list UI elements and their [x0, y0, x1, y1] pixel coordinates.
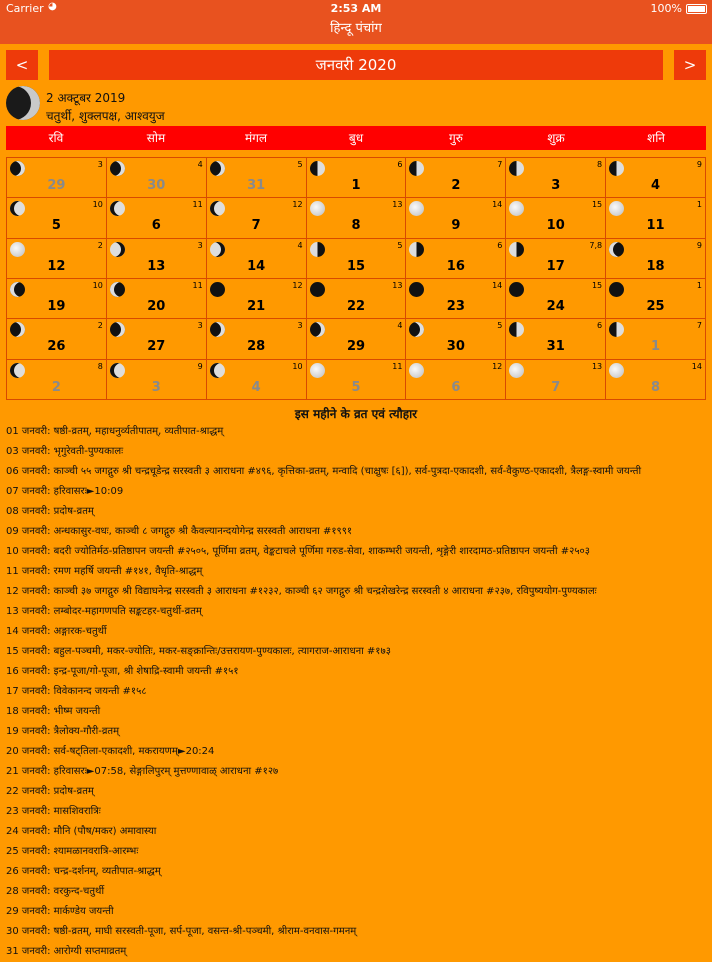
moon-phase-icon: [10, 161, 25, 176]
day-number: 19: [47, 298, 66, 314]
tithi-number: 3: [197, 321, 203, 331]
battery-percentage: 100%: [650, 2, 682, 15]
day-number: 8: [351, 218, 361, 234]
festival-item: 17 जनवरी: विवेकानन्द जयन्ती #१५८: [6, 686, 147, 697]
day-number: 28: [247, 339, 266, 355]
battery-icon: [686, 4, 707, 14]
day-number: 18: [646, 258, 665, 274]
tithi-number: 12: [292, 200, 303, 210]
festival-item: 13 जनवरी: लम्बोदर-महागणपति सङ्कटहर-चतुर्थी-व्रतम्: [6, 606, 202, 617]
moon-phase-icon: [409, 363, 424, 378]
calendar-day-cell[interactable]: [307, 198, 407, 238]
moon-phase-icon: [110, 161, 125, 176]
day-number: 14: [247, 258, 266, 274]
next-month-button[interactable]: >: [674, 50, 706, 80]
prev-month-button[interactable]: <: [6, 50, 38, 80]
day-number: 3: [551, 178, 561, 193]
day-number: 22: [346, 298, 366, 314]
moon-phase-icon: [310, 322, 325, 337]
calendar-day-cell[interactable]: [406, 198, 506, 238]
calendar-day-cell[interactable]: [207, 158, 307, 198]
calendar-day-cell[interactable]: [606, 360, 706, 400]
weekday-tue: मंगल: [244, 131, 268, 145]
tithi-number: 8: [597, 160, 603, 169]
wifi-icon: ◕: [48, 1, 57, 12]
day-number: 16: [446, 258, 465, 274]
moon-phase-icon: [409, 161, 424, 176]
festival-item: 29 जनवरी: मार्कण्डेय जयन्ती: [6, 906, 114, 917]
festival-item: 26 जनवरी: चन्द्र-दर्शनम्, व्यतीपात-श्राद्धम्: [6, 866, 161, 877]
tithi-number: 13: [392, 200, 403, 210]
day-number: 10: [546, 218, 565, 234]
calendar-day-cell[interactable]: [606, 319, 706, 359]
moon-phase-icon: [210, 242, 225, 257]
tithi-number: 9: [696, 240, 702, 250]
calendar-day-cell[interactable]: [207, 279, 307, 319]
day-number: 4: [251, 379, 261, 395]
calendar-day-cell[interactable]: [307, 319, 407, 359]
tithi-number: 14: [492, 280, 503, 290]
day-number: 6: [451, 379, 461, 395]
tithi-number: 3: [197, 240, 203, 250]
calendar-day-cell[interactable]: [207, 319, 307, 359]
tithi-number: 12: [492, 361, 503, 371]
day-number: 15: [346, 258, 366, 274]
tithi-number: 2: [97, 321, 103, 331]
festival-item: 03 जनवरी: भृगुरेवती-पुण्यकालः: [6, 446, 124, 457]
calendar-day-cell[interactable]: [506, 319, 606, 359]
moon-phase-icon: [509, 161, 524, 176]
festival-item: 14 जनवरी: अङ्गारक-चतुर्थी: [6, 626, 107, 637]
tithi-number: 5: [397, 240, 403, 250]
calendar-day-cell[interactable]: [107, 360, 207, 400]
tithi-number: 11: [192, 280, 203, 290]
tithi-number: 10: [92, 200, 103, 210]
moon-phase-icon: [409, 282, 424, 297]
festival-item: 23 जनवरी: मासशिवरात्रिः: [6, 806, 101, 817]
festival-item: 25 जनवरी: श्यामळानवरात्रि-आरम्भः: [6, 846, 139, 857]
festival-item: 07 जनवरी: हरिवासरः►10:09: [6, 486, 124, 497]
moon-phase-icon: [609, 282, 624, 297]
day-number: 4: [651, 178, 661, 193]
calendar-day-cell[interactable]: [207, 198, 307, 238]
day-number: 13: [147, 258, 166, 274]
today-date: 2 अक्टूबर 2019: [46, 91, 126, 105]
calendar-day-cell[interactable]: [307, 239, 407, 279]
tithi-number: 14: [492, 200, 503, 210]
tithi-number: 12: [292, 280, 303, 290]
festival-item: 09 जनवरी: अन्धकासुर-वधः, काञ्ची ८ जगद्गुरु श्री कैवल्यानन्दयोगेन्द्र सरस्वती आराधना #१९९१: [6, 526, 353, 537]
moon-phase-icon: [409, 201, 424, 216]
moon-phase-icon: [310, 282, 325, 297]
weekday-thu: गुरु: [449, 131, 463, 145]
calendar-day-cell[interactable]: [606, 239, 706, 279]
festival-item: 18 जनवरी: भीष्म जयन्ती: [6, 706, 101, 717]
moon-phase-icon: [609, 322, 624, 337]
tithi-number: 15: [591, 200, 603, 210]
day-number: 8: [651, 379, 661, 395]
moon-phase-icon: [110, 363, 125, 378]
tithi-number: 6: [497, 240, 503, 250]
tithi-number: 7: [696, 321, 702, 331]
moon-phase-icon: [609, 363, 624, 378]
calendar-day-cell[interactable]: [7, 279, 107, 319]
moon-phase-icon: [609, 201, 624, 216]
status-bar: [0, 0, 712, 18]
day-number: 3: [151, 379, 161, 395]
tithi-number: 13: [591, 361, 603, 371]
day-number: 30: [446, 339, 465, 355]
weekday-sun: रवि: [48, 131, 64, 145]
calendar-day-cell[interactable]: [406, 239, 506, 279]
tithi-number: 8: [97, 361, 103, 371]
moon-phase-icon: [10, 282, 25, 297]
day-number: 31: [546, 339, 565, 355]
tithi-number: 4: [197, 160, 203, 169]
weekday-mon: सोम: [146, 131, 166, 145]
tithi-number: 10: [92, 280, 103, 290]
festival-item: 10 जनवरी: बदरी ज्योतिर्मठ-प्रतिष्ठापन जयन्ती #२५०५, पूर्णिमा व्रतम्, वेङ्कटाचले पूर्णिमा गरुड-सेवा, शाकम्भरी जयन्ती, शृङ्गेरी शारदामठ-प्रतिष्ठापन जयन्ती #२५०३: [6, 546, 590, 557]
moon-phase-icon: [6, 86, 40, 120]
festival-item: 11 जनवरी: रमण महर्षि जयन्ती #१४१, वैधृति-श्राद्धम्: [6, 566, 203, 577]
calendar-day-cell[interactable]: [107, 239, 207, 279]
day-number: 1: [651, 339, 661, 355]
moon-phase-icon: [210, 282, 225, 297]
moon-phase-icon: [310, 161, 325, 176]
festival-item: 08 जनवरी: प्रदोष-व्रतम्: [6, 506, 94, 517]
tithi-number: 1: [696, 280, 702, 290]
festival-item: 30 जनवरी: षष्ठी-व्रतम्, माघी सरस्वती-पूजा, सर्प-पूजा, वसन्त-श्री-पञ्चमी, श्रीराम-वनवास-गमनम्: [6, 926, 357, 937]
moon-phase-icon: [10, 242, 25, 257]
calendar-day-cell[interactable]: [107, 279, 207, 319]
moon-phase-icon: [210, 201, 225, 216]
day-number: 7: [551, 379, 561, 395]
moon-phase-icon: [10, 201, 25, 216]
calendar-day-cell[interactable]: [506, 279, 606, 319]
day-number: 27: [147, 339, 166, 355]
day-number: 21: [247, 298, 266, 314]
calendar-day-cell[interactable]: [506, 239, 606, 279]
calendar-day-cell[interactable]: [107, 198, 207, 238]
moon-phase-icon: [210, 322, 225, 337]
festival-item: 24 जनवरी: मौनि (पौष/मकर) अमावास्या: [6, 826, 157, 837]
day-number: 17: [546, 258, 565, 274]
festival-item: 15 जनवरी: बहुल-पञ्चमी, मकर-ज्योतिः, मकर-सङ्क्रान्तिः/उत्तरायण-पुण्यकालः, त्यागराज-आराधना #१७३: [6, 646, 391, 657]
moon-phase-icon: [609, 161, 624, 176]
day-number: 9: [451, 218, 461, 234]
calendar-grid: [6, 157, 706, 400]
day-number: 26: [47, 339, 66, 355]
tithi-number: 7: [497, 160, 503, 169]
weekday-header: [6, 126, 706, 150]
moon-phase-icon: [110, 242, 125, 257]
day-number: 2: [51, 379, 61, 395]
moon-phase-icon: [509, 363, 524, 378]
carrier-label: Carrier: [6, 2, 44, 15]
today-tithi: चतुर्थी, शुक्लपक्ष, आश्वयुज: [46, 109, 165, 123]
festival-item: 28 जनवरी: वरकुन्द-चतुर्थी: [6, 886, 105, 897]
calendar-day-cell[interactable]: [606, 198, 706, 238]
moon-phase-icon: [110, 201, 125, 216]
festival-item: 12 जनवरी: काञ्ची ३७ जगद्गुरु श्री विद्याघनेन्द्र सरस्वती ३ आराधना #१२३२, काञ्ची ६२ जगद्गुरु श्री चन्द्रशेखरेन्द्र सरस्वती ४ आराधना #२३७, रविपुष्ययोग-पुण्यकालः: [6, 586, 597, 597]
tithi-number: 4: [397, 321, 403, 331]
day-number: 24: [546, 298, 565, 314]
calendar-day-cell[interactable]: [506, 360, 606, 400]
festival-item: 06 जनवरी: काञ्ची ५५ जगद्गुरु श्री चन्द्रचूडेन्द्र सरस्वती ३ आराधना #४९६, कृत्तिका-व्रतम्, मन्वादि (चाक्षुषः [६]), सर्व-पुत्रदा-एकादशी, सर्व-वैकुण्ठ-एकादशी, त्रैलङ्ग-स्वामी जयन्ती: [6, 466, 642, 477]
calendar-day-cell[interactable]: [406, 319, 506, 359]
weekday-fri: शुक्र: [547, 131, 565, 145]
moon-phase-icon: [110, 322, 125, 337]
calendar-day-cell[interactable]: [207, 360, 307, 400]
day-number: 29: [47, 178, 66, 193]
day-number: 6: [151, 218, 161, 234]
calendar-day-cell[interactable]: [107, 319, 207, 359]
moon-phase-icon: [310, 242, 325, 257]
calendar-day-cell[interactable]: [7, 158, 107, 198]
tithi-number: 6: [397, 160, 403, 169]
calendar-day-cell[interactable]: [7, 360, 107, 400]
moon-phase-icon: [210, 363, 225, 378]
tithi-number: 5: [297, 160, 303, 169]
moon-phase-icon: [509, 242, 524, 257]
day-number: 23: [446, 298, 465, 314]
calendar-day-cell[interactable]: [7, 239, 107, 279]
tithi-number: 11: [392, 361, 403, 371]
tithi-number: 1: [696, 200, 702, 210]
festival-item: 21 जनवरी: हरिवासरः►07:58, सेङ्गालिपुरम् मुत्तण्णावाळ् आराधना #१२७: [6, 766, 279, 777]
moon-phase-icon: [409, 242, 424, 257]
calendar-day-cell[interactable]: [606, 158, 706, 198]
moon-phase-icon: [310, 201, 325, 216]
day-number: 2: [451, 178, 461, 193]
tithi-number: 3: [97, 160, 103, 169]
moon-phase-icon: [10, 363, 25, 378]
festivals-heading: इस महीने के व्रत एवं त्यौहार: [294, 407, 418, 421]
festival-item: 20 जनवरी: सर्व-षट्तिला-एकादशी, मकरायणम्►20:24: [6, 746, 215, 757]
moon-phase-icon: [10, 322, 25, 337]
calendar-day-cell[interactable]: [506, 158, 606, 198]
tithi-number: 7,8: [589, 240, 603, 250]
day-number: 11: [646, 218, 665, 234]
day-number: 12: [47, 258, 66, 274]
calendar-day-cell[interactable]: [406, 360, 506, 400]
moon-phase-icon: [210, 161, 225, 176]
month-title: जनवरी 2020: [49, 50, 663, 80]
moon-phase-icon: [509, 201, 524, 216]
tithi-number: 15: [591, 280, 603, 290]
tithi-number: 9: [696, 160, 702, 169]
festival-item: 31 जनवरी: आरोग्यी सप्तमाव्रतम्: [6, 946, 127, 957]
festival-item: 19 जनवरी: त्रैलोक्य-गौरी-व्रतम्: [6, 726, 120, 737]
festival-item: 22 जनवरी: प्रदोष-व्रतम्: [6, 786, 94, 797]
tithi-number: 6: [597, 321, 603, 331]
weekday-wed: बुध: [348, 131, 364, 145]
calendar-day-cell[interactable]: [307, 158, 407, 198]
calendar-day-cell[interactable]: [406, 279, 506, 319]
day-number: 7: [251, 218, 261, 234]
moon-phase-icon: [509, 322, 524, 337]
calendar-day-cell[interactable]: [7, 198, 107, 238]
calendar-day-cell[interactable]: [606, 279, 706, 319]
day-number: 20: [147, 298, 166, 314]
day-number: 30: [147, 178, 166, 193]
day-number: 31: [247, 178, 266, 193]
calendar-day-cell[interactable]: [406, 158, 506, 198]
tithi-number: 14: [691, 361, 702, 371]
calendar-day-cell[interactable]: [207, 239, 307, 279]
tithi-number: 5: [497, 321, 503, 331]
tithi-number: 2: [97, 240, 103, 250]
day-number: 25: [646, 298, 665, 314]
moon-phase-icon: [310, 363, 325, 378]
moon-phase-icon: [609, 242, 624, 257]
weekday-sat: शनि: [647, 131, 665, 145]
tithi-number: 13: [392, 280, 403, 290]
moon-phase-icon: [509, 282, 524, 297]
festival-list: [6, 422, 706, 962]
calendar-day-cell[interactable]: [107, 158, 207, 198]
calendar-day-cell[interactable]: [307, 279, 407, 319]
calendar-day-cell[interactable]: [7, 319, 107, 359]
day-number: 29: [346, 339, 366, 355]
status-time: 2:53 AM: [330, 2, 382, 15]
calendar-day-cell[interactable]: [506, 198, 606, 238]
tithi-number: 4: [297, 240, 303, 250]
tithi-number: 3: [297, 321, 303, 331]
app-title: हिन्दू पंचांग: [0, 18, 712, 44]
moon-phase-icon: [110, 282, 125, 297]
festival-item: 16 जनवरी: इन्द्र-पूजा/गो-पूजा, श्री शेषाद्रि-स्वामी जयन्ती #१५१: [6, 666, 239, 677]
moon-phase-icon: [409, 322, 424, 337]
tithi-number: 11: [192, 200, 203, 210]
day-number: 5: [351, 379, 361, 395]
tithi-number: 10: [292, 361, 303, 371]
day-number: 1: [351, 178, 361, 193]
tithi-number: 9: [197, 361, 203, 371]
day-number: 5: [51, 218, 61, 234]
calendar-day-cell[interactable]: [307, 360, 407, 400]
festival-item: 01 जनवरी: षष्ठी-व्रतम्, महाधनुर्व्यतीपातम्, व्यतीपात-श्राद्धम्: [6, 426, 224, 437]
